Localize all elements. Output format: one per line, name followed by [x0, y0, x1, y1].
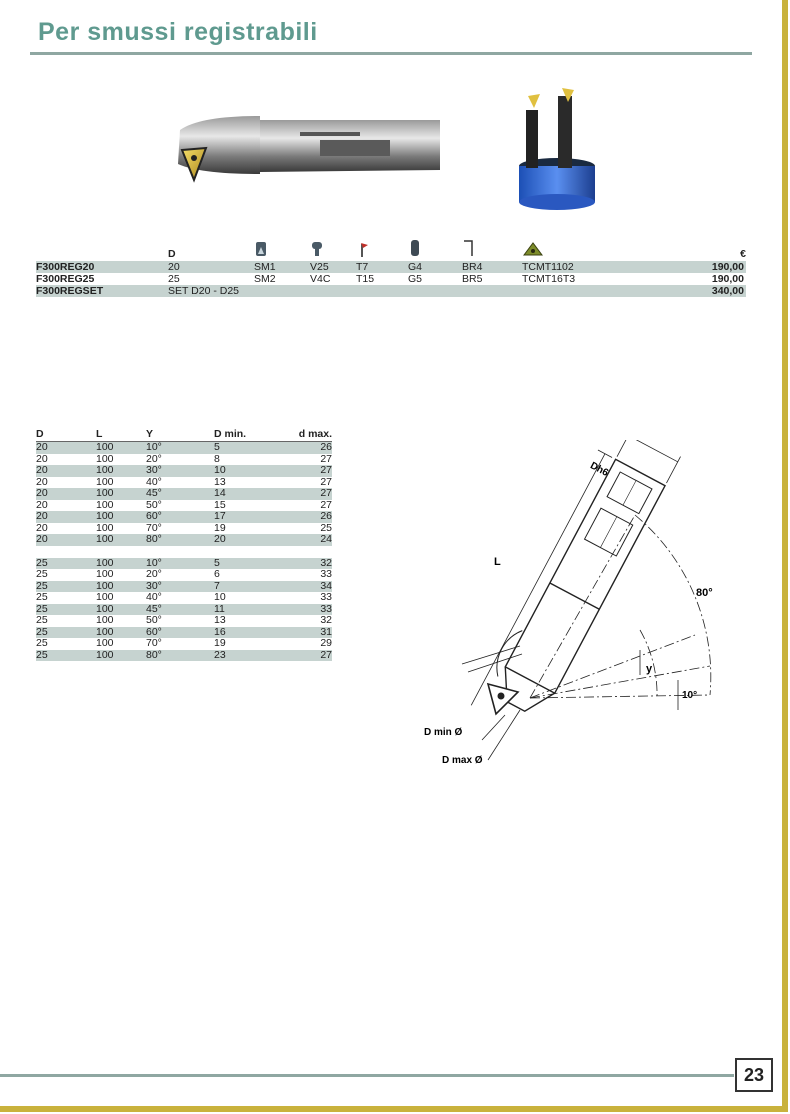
- table-row: 25 100 10° 5 32: [36, 556, 332, 569]
- table-row: 25 100 50° 13 32: [36, 614, 332, 626]
- dmax-label: D max Ø: [442, 755, 483, 766]
- d-header: D: [168, 248, 176, 260]
- table-spacer: [36, 546, 332, 558]
- table-row: 20 100 50° 15 27: [36, 498, 332, 511]
- table-row: 20 100 60° 17 26: [36, 510, 332, 522]
- insert-holder-icon: [254, 241, 268, 257]
- torx-key-icon: [356, 241, 370, 257]
- product-table: [36, 236, 746, 297]
- chamfer-mill-photo: [160, 110, 450, 190]
- angle-table-header: D L Y D min. d max.: [36, 427, 332, 440]
- title-rule: [30, 52, 752, 55]
- table-row: 20 100 20° 8 27: [36, 452, 332, 465]
- table-row: 25 100 40° 10 33: [36, 591, 332, 603]
- technical-drawing: [410, 440, 740, 770]
- footer-rule: [0, 1074, 734, 1077]
- triangular-insert-icon: [522, 241, 544, 257]
- insert: [488, 684, 518, 714]
- dh6-label: Dh6: [588, 460, 611, 479]
- page-title: Per smussi registrabili: [38, 18, 318, 46]
- tool-kit-photo: [512, 88, 602, 210]
- table-row: 20 100 45° 14 27: [36, 487, 332, 499]
- angle-80-label: 80°: [696, 587, 713, 599]
- table-row: 25 100 30° 7 34: [36, 579, 332, 592]
- table-row: 25 100 80° 23 27: [36, 648, 332, 661]
- length-label: L: [494, 556, 501, 568]
- page-number: 23: [735, 1058, 773, 1092]
- table-row: 20 100 40° 13 27: [36, 475, 332, 488]
- table-row: 25 100 20° 6 33: [36, 568, 332, 580]
- screw-icon: [310, 241, 324, 257]
- dmin-label: D min Ø: [424, 727, 463, 738]
- angle-y-label: y: [646, 663, 653, 675]
- allen-key-icon: [462, 239, 476, 257]
- table-row: F300REG25 25 SM2 V4C T15 G5 BR5 TCMT16T3 190,00: [36, 273, 744, 285]
- angle-data-table: [36, 426, 332, 661]
- table-row: 20 100 30° 10 27: [36, 464, 332, 476]
- angle-10-label: 10°: [682, 690, 698, 701]
- euro-header: €: [740, 248, 746, 260]
- table-row: 25 100 70° 19 29: [36, 637, 332, 649]
- grub-screw-icon: [408, 239, 422, 257]
- table-row: F300REG20 20 SM1 V25 T7 G4 BR4 TCMT1102 190,00: [36, 261, 744, 273]
- table-row: 20 100 80° 20 24: [36, 533, 332, 545]
- table-row: 20 100 10° 5 26: [36, 441, 332, 453]
- table-row: 25 100 45° 11 33: [36, 602, 332, 615]
- table-row: 25 100 60° 16 31: [36, 625, 332, 638]
- table-row: 20 100 70° 19 25: [36, 521, 332, 534]
- product-table-header: [36, 236, 746, 261]
- table-row: F300REGSET SET D20 - D25 340,00: [36, 285, 744, 297]
- tool-shank: [505, 459, 665, 693]
